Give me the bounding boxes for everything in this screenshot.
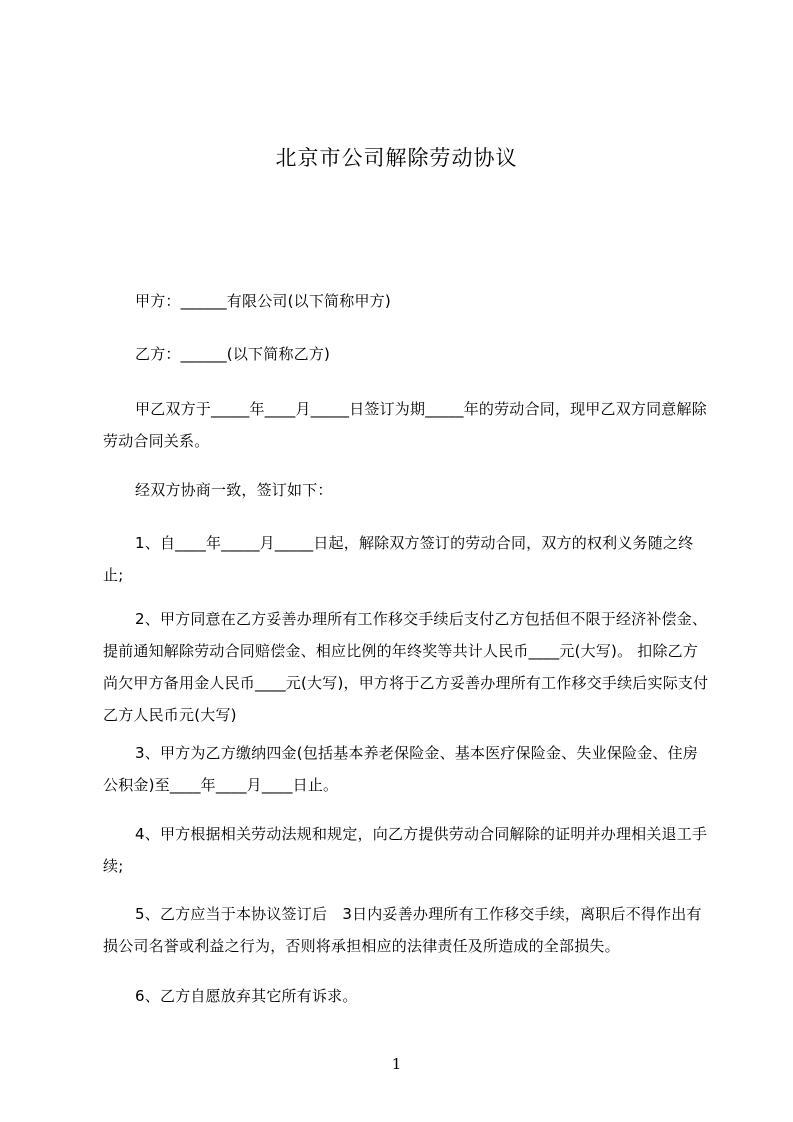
document-title: 北京市公司解除劳动协议 (275, 146, 518, 170)
party-a-line: 甲方：______有限公司(以下简称甲方) (135, 292, 391, 310)
clause-5: 5、乙方应当于本协议签订后 3日内妥善办理所有工作移交手续，离职后不得作出有损公司名誉或利益之行为，否则将承担相应的法律责任及所造成的全部损失。 (103, 905, 702, 955)
party-b-line: 乙方：______(以下简称乙方) (135, 345, 331, 363)
clause-1: 1、自____年_____月_____日起，解除双方签订的劳动合同，双方的权利义务随之终止; (103, 534, 694, 584)
clause-6: 6、乙方自愿放弃其它所有诉求。 (135, 987, 358, 1005)
clause-4: 4、甲方根据相关劳动法规和规定，向乙方提供劳动合同解除的证明并办理相关退工手续; (103, 825, 708, 875)
clause-2: 2、甲方同意在乙方妥善办理所有工作移交手续后支付乙方包括但不限于经济补偿金、提前通知解除劳动合同赔偿金、相应比例的年终奖等共计人民币____元(大写)。 扣除乙方尚欠甲方备用金人民币____元(大写)，甲方将于乙方妥善办理所有工作移交手续后实际支付乙方人民币元(大写) (103, 610, 709, 724)
page-number: 1 (391, 1055, 402, 1073)
agreement-intro: 经双方协商一致，签订如下： (135, 481, 333, 499)
preamble-paragraph: 甲乙双方于_____年____月_____日签订为期_____年的劳动合同，现甲乙双方同意解除劳动合同关系。 (103, 400, 707, 450)
clause-3: 3、甲方为乙方缴纳四金(包括基本养老保险金、基本医疗保险金、失业保险金、住房公积金)至____年____月____日止。 (103, 744, 698, 794)
